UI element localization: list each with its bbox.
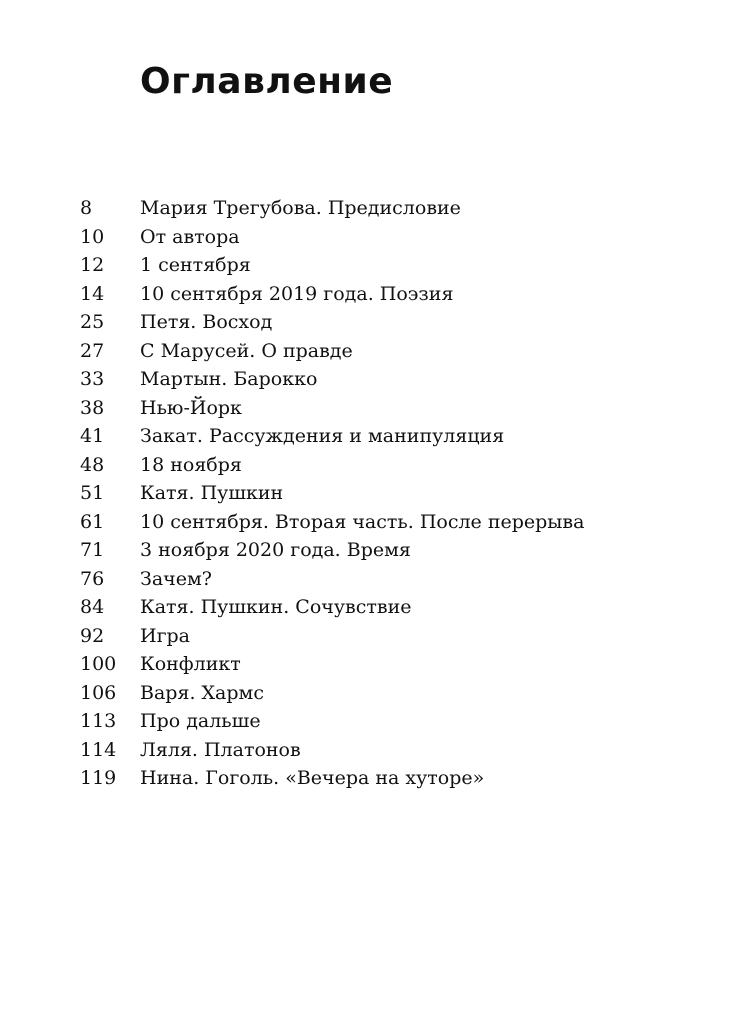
toc-entry-title: Мартын. Барокко bbox=[140, 368, 318, 390]
toc-page-number: 61 bbox=[80, 510, 105, 533]
toc-entry bbox=[0, 622, 752, 651]
toc-page-number: 114 bbox=[80, 738, 117, 761]
toc-entry bbox=[0, 394, 752, 423]
toc-page-number: 100 bbox=[80, 653, 117, 675]
toc-page-number: 92 bbox=[80, 624, 105, 647]
toc-entry bbox=[0, 337, 752, 366]
toc-entry-title: Закат. Рассуждения и манипуляция bbox=[140, 425, 505, 447]
toc-entry-title: 10 сентября 2019 года. Поэзия bbox=[140, 282, 454, 305]
toc-page-number: 51 bbox=[80, 482, 105, 504]
toc-entry bbox=[0, 736, 752, 765]
toc-entry-title: Нина. Гоголь. «Вечера на хуторе» bbox=[140, 767, 485, 789]
toc-entry-title: С Марусей. О правде bbox=[140, 339, 353, 362]
toc-entry bbox=[0, 536, 752, 565]
toc-page-number: 10 bbox=[80, 225, 105, 248]
toc-page-number: 12 bbox=[80, 254, 105, 276]
toc-entry-title: Нью-Йорк bbox=[140, 396, 242, 419]
toc-entry bbox=[0, 565, 752, 594]
toc-entry bbox=[0, 650, 752, 679]
toc-page-number: 84 bbox=[80, 596, 105, 618]
toc-entry-title: 3 ноября 2020 года. Время bbox=[140, 539, 411, 561]
toc-page-number: 25 bbox=[80, 311, 105, 333]
toc-page-number: 38 bbox=[80, 396, 105, 419]
toc-page-number: 119 bbox=[80, 767, 117, 789]
toc-entry-title: Зачем? bbox=[140, 567, 212, 590]
toc-entry-title: Ляля. Платонов bbox=[140, 738, 301, 761]
toc-entry bbox=[0, 194, 752, 223]
toc-entry-title: Про дальше bbox=[140, 710, 261, 732]
toc-entry bbox=[0, 479, 752, 508]
toc-entry bbox=[0, 508, 752, 537]
toc-entry bbox=[0, 593, 752, 622]
toc-page-number: 76 bbox=[80, 567, 105, 590]
toc-page-number: 113 bbox=[80, 710, 117, 732]
toc-entry-title: Петя. Восход bbox=[140, 311, 273, 333]
toc-entry-title: 18 ноября bbox=[140, 453, 242, 476]
toc-page-number: 14 bbox=[80, 282, 105, 305]
toc-page-number: 106 bbox=[80, 681, 117, 704]
toc-entry-title: От автора bbox=[140, 225, 240, 248]
toc-entry bbox=[0, 308, 752, 337]
toc-page-number: 8 bbox=[80, 197, 93, 219]
toc-page-number: 71 bbox=[80, 539, 105, 561]
toc-entry-title: 10 сентября. Вторая часть. После перерыва bbox=[140, 510, 585, 533]
toc-page-number: 48 bbox=[80, 453, 105, 476]
toc-entry bbox=[0, 365, 752, 394]
toc-entry-title: 1 сентября bbox=[140, 254, 251, 276]
toc-page-number: 27 bbox=[80, 339, 105, 362]
toc-entry bbox=[0, 251, 752, 280]
toc-entry bbox=[0, 679, 752, 708]
toc-entry bbox=[0, 223, 752, 252]
toc-entry-title: Катя. Пушкин. Сочувствие bbox=[140, 596, 412, 618]
toc-entry-title: Мария Трегубова. Предисловие bbox=[140, 197, 461, 219]
page-title: Оглавление bbox=[140, 61, 394, 102]
toc-entry-title: Конфликт bbox=[140, 653, 241, 675]
toc-entry bbox=[0, 707, 752, 736]
toc-page-number: 41 bbox=[80, 425, 105, 447]
toc-entry bbox=[0, 764, 752, 793]
toc-entry bbox=[0, 280, 752, 309]
toc-entry bbox=[0, 451, 752, 480]
toc-entry-title: Катя. Пушкин bbox=[140, 482, 284, 504]
toc-entry-title: Варя. Хармс bbox=[140, 681, 264, 704]
table-of-contents bbox=[0, 194, 752, 793]
toc-entry-title: Игра bbox=[140, 624, 191, 647]
toc-entry bbox=[0, 422, 752, 451]
toc-page-number: 33 bbox=[80, 368, 105, 390]
